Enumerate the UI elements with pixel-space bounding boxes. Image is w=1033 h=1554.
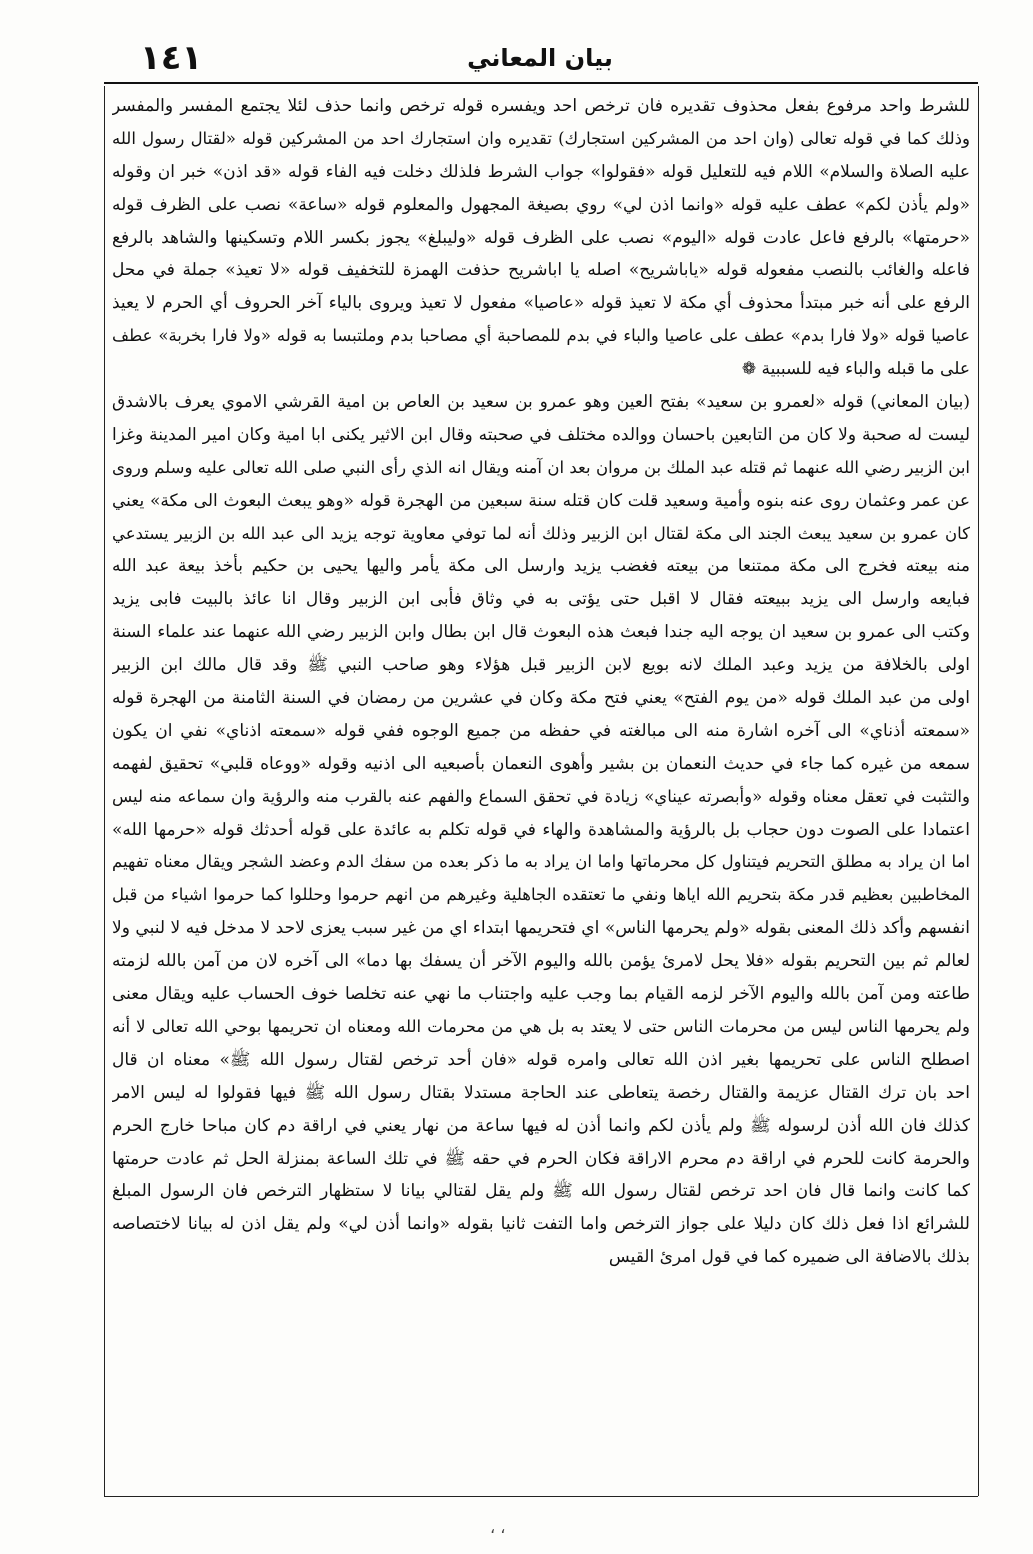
text-line: انفسهم وأكد ذلك المعنى بقوله «ولم يحرمها الناس» اي فتحريمها ابتداء اي من غير سبب يعزى لاحد لا مدخل فيه لا لنبي ولا <box>112 918 970 939</box>
text-line: اعتمادا على الصوت دون حجاب بل بالرؤية والمشاهدة والهاء في قوله تكلم به عائدة على قوله أحدثك قوله «حرمها الله» <box>112 819 970 840</box>
text-line: والتثبت في تعقل معناه وقوله «وأبصرته عيناي» زيادة في تحقق السماع والفهم عنه بالقرب منه والرؤية وان سماعه منه ليس <box>112 786 970 806</box>
running-head: بيان المعاني <box>467 44 613 72</box>
text-line-last: بذلك بالاضافة الى ضميره كما في قول امرئ القيس <box>608 1247 970 1268</box>
text-line: للشرط واحد مرفوع بفعل محذوف تقديره فان ترخص احد ويفسره قوله ترخص وانما حذف لئلا يجتمع المفسر والمفسر <box>112 96 970 116</box>
text-line: سمعه من غيره كما جاء في حديث النعمان بن بشير وأهوى النعمان بأصبعيه الى اذنيه وقوله «ووعاه قلبي» تحقيق لفهمه <box>112 753 970 774</box>
text-line: فبايعه وارسل الى يزيد ببيعته فقال لا اقبل حتى يؤتى به في وثاق فأبى ابن الزبير وقال انا عائذ بالبيت فابى يزيد <box>112 589 970 610</box>
page-header <box>100 38 980 78</box>
text-line: احد بان ترك القتال عزيمة والقتال رخصة يتعاطى عند الحاجة مستدلا بقتال رسول الله ﷺ فيها فقولوا له ليس الامر <box>112 1082 970 1103</box>
page-number: ١٤١ <box>140 38 203 78</box>
text-line: اولى من عبد الملك قوله «من يوم الفتح» يعني فتح مكة وكان في عشرين من رمضان في السنة الثامنة من الهجرة قوله <box>112 688 970 709</box>
text-line: وذلك كما في قوله تعالى (وان احد من المشركين استجارك) تقديره وان استجارك احد من المشركين قوله «لقتال رسول الله <box>112 128 970 148</box>
text-line: عاصيا قوله «ولا فارا بدم» عطف على عاصيا والباء في بدم للمصاحبة أي مصاحبا بدم وملتبسا به قوله «ولا فارا بخربة» عطف <box>112 326 970 346</box>
footer-mark: ، ، <box>490 1518 506 1537</box>
frame-bottom-rule <box>104 1496 978 1497</box>
text-line: «ولم يأذن لكم» عطف عليه قوله «وانما اذن لي» روي بصيغة المجهول والمعلوم قوله «ساعة» نصب على الظرف قوله <box>112 194 970 215</box>
text-line: «سمعته أذناي» الى آخره اشارة منه الى مبالغته في حفظه من جميع الوجوه ففي قوله «سمعته اذناي» نفي ان يكون <box>112 720 970 741</box>
text-line: للشرائع اذا فعل ذلك كان دليلا على جواز الترخص واما التفت ثانيا بقوله «وانما أذن لي» ولم يقل اذن له بيانا لاختصاصه <box>112 1214 970 1235</box>
body-text <box>112 90 970 1274</box>
text-line: منه بيعته فخرج الى مكة ممتنعا من بيعته فغضب يزيد وارسل الى مكة يأمر واليها يحيى بن حكيم بأخذ بيعة عبد الله <box>112 556 970 577</box>
frame-left-rule <box>104 86 105 1496</box>
text-line: «حرمتها» بالرفع فاعل عادت قوله «اليوم» نصب على الظرف قوله «وليبلغ» يجوز بكسر اللام وتسكينها والشاهد بالرفع <box>112 227 970 248</box>
text-line: الرفع على أنه خبر مبتدأ محذوف أي مكة لا تعيذ قوله «عاصيا» مفعول لا تعيذ ويروى بالياء آخر الحروف أي الحرم لا يعيذ <box>112 293 970 314</box>
text-line: لعالم ثم بين التحريم بقوله «فلا يحل لامرئ يؤمن بالله واليوم الآخر أن يسفك بها دما» الى آخره لان من آمن بالله لزمته <box>112 951 970 972</box>
text-line: وكتب الى عمرو بن سعيد ان يوجه اليه جندا فبعث هذه البعوث قال ابن بطال وابن الزبير رضي الله عنهما عند علماء السنة <box>112 622 970 643</box>
text-line: كما كانت وانما قال فان احد ترخص لقتال رسول الله ﷺ ولم يقل لقتالي بيانا لا ستظهار الترخص فان الرسول المبلغ <box>112 1181 970 1202</box>
header-rule <box>104 82 978 84</box>
text-line: اصطلح الناس على تحريمها بغير اذن الله تعالى وامره قوله «فان أحد ترخص لقتال رسول الله ﷺ» معناه ان قال <box>112 1049 970 1070</box>
text-line: ليست له صحبة ولا كان من التابعين باحسان ووالده مختلف في صحبته وقال ابن الاثير يكنى ابا امية وكان امير المدينة وغزا <box>112 424 970 445</box>
text-line: عن عمر وعثمان روى عنه بنوه وأمية وسعيد قلت كان قتله سنة سبعين من الهجرة قوله «وهو يبعث البعوث الى مكة» يعني <box>112 490 970 511</box>
text-line: اولى بالخلافة من يزيد وعبد الملك لانه بويع لابن الزبير قبل هؤلاء وهو صاحب النبي ﷺ وقد قال مالك ابن الزبير <box>112 655 970 676</box>
text-line: طاعته ومن آمن بالله واليوم الآخر لزمه القيام بما وجب عليه واجتناب ما نهي عنه تخلصا خوف الحساب عليه ويقال معنى <box>112 984 970 1005</box>
text-line: اما ان يراد به مطلق التحريم فيتناول كل محرماتها واما ان يراد به ما ذكر بعده من سفك الدم وعضد الشجر ويقال معناه تفهيم <box>112 852 970 872</box>
frame-right-rule <box>978 86 979 1496</box>
text-line: ولم يحرمها الناس ليس من محرمات الناس حتى لا يعتد به بل هي من محرمات الله ومعناه ان تحريمها بوحي الله تعالى لا أنه <box>112 1016 970 1036</box>
text-line: فاعله والغائب بالنصب مفعوله قوله «ياباشريح» اصله يا اباشريح حذفت الهمزة للتخفيف قوله «لا تعيذ» جملة في محل <box>112 260 970 281</box>
text-line: عليه الصلاة والسلام» اللام فيه للتعليل قوله «فقولوا» جواب الشرط فلذلك دخلت فيه الفاء قوله «قد اذن» خبر ان وقوله <box>112 161 970 182</box>
text-line: (بيان المعاني) قوله «لعمرو بن سعيد» بفتح العين وهو عمرو بن سعيد بن العاص بن امية القرشي الاموي يعرف بالاشدق <box>112 392 970 413</box>
text-line: ابن الزبير رضي الله عنهما ثم قتله عبد الملك بن مروان بعد ان آمنه ويقال انه الذي رأى النبي صلى الله تعالى عليه وسلم وروى <box>112 457 970 477</box>
text-line: المخاطبين بعظيم قدر مكة بتحريم الله اياها ونفي ما تعتقده الجاهلية وغيرهم من انهم حرموا وحللوا كما حرموا اشياء من قبل <box>112 885 970 905</box>
text-line: كذلك فان الله أذن لرسوله ﷺ ولم يأذن لكم وانما أذن له فيها ساعة من نهار يعني في اراقة دم كان مباحا خارج الحرم <box>112 1115 970 1136</box>
text-line: كان عمرو بن سعيد يبعث الجند الى مكة لقتال ابن الزبير وذلك أنه لما توفي معاوية توجه يزيد الى عبد الله بن الزبير يستدعي <box>112 523 970 543</box>
text-line-last: على ما قبله والباء فيه للسببية ❁ <box>741 359 970 380</box>
text-line: والحرمة كانت للحرم في اراقة دم محرم الاراقة فكان الحرم في حقه ﷺ في تلك الساعة بمنزلة الحل ثم عادت حرمتها <box>112 1148 970 1169</box>
